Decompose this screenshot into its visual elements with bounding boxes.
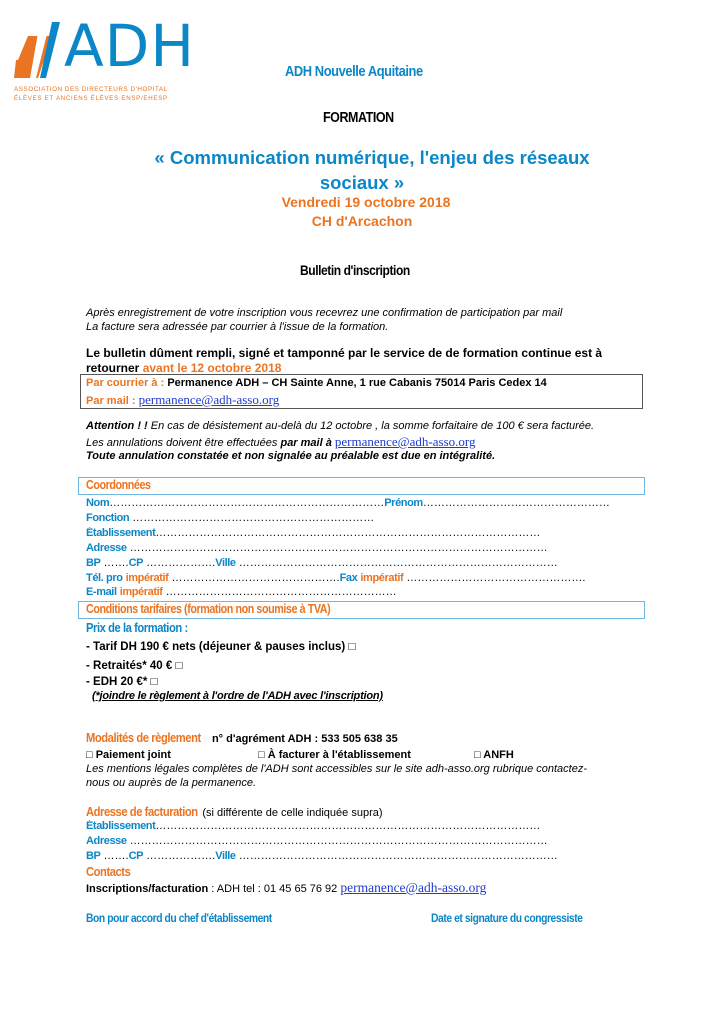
- reglement-option-facturer[interactable]: □ À facturer à l'établissement: [258, 749, 411, 761]
- legal-line-1: Les mentions légales complètes de l'ADH sont accessibles sur le site adh-asso.org rubrique contactez-: [86, 763, 588, 775]
- reglement-option-anfh[interactable]: □ ANFH: [474, 749, 514, 761]
- attention-line-2: Les annulations doivent être effectuées par mail à permanence@adh-asso.org: [86, 434, 476, 449]
- coordonnees-header: Coordonnées: [78, 477, 645, 495]
- field-tel-fax[interactable]: Tél. pro impératif ……………………………………….Fax impératif ………………………………………….: [86, 572, 586, 584]
- intro-line-2: La facture sera adressée par courrier à l'issue de la formation.: [86, 321, 389, 333]
- tarif-item-2[interactable]: - Retraités* 40 € □: [86, 660, 183, 672]
- contacts-mail-link[interactable]: permanence@adh-asso.org: [340, 880, 487, 895]
- fact-field-adresse[interactable]: Adresse ……………………………………………………………………………………………………: [86, 835, 548, 847]
- mail-link[interactable]: permanence@adh-asso.org: [138, 392, 280, 407]
- formation-label: FORMATION: [323, 110, 394, 126]
- logo-text: ADH: [64, 12, 195, 80]
- footer-signature: Date et signature du congressiste: [431, 911, 583, 925]
- tarif-item-3[interactable]: - EDH 20 €* □: [86, 676, 158, 688]
- legal-line-2: nous ou auprès de la permanence.: [86, 777, 257, 789]
- deadline: avant le 12 octobre 2018: [142, 361, 282, 375]
- logo-subtitle-1: ASSOCIATION DES DIRECTEURS D'HOPITAL: [14, 86, 168, 93]
- fact-field-bp-cp-ville[interactable]: BP …….CP ……………….Ville ……………………………………………………………………………: [86, 850, 558, 862]
- contacts-header: Contacts: [86, 864, 131, 879]
- formation-title-2: sociaux »: [319, 172, 405, 193]
- contacts-line: Inscriptions/facturation : ADH tel : 01 45 65 76 92 permanence@adh-asso.org: [86, 880, 487, 895]
- facturation-header-line: Adresse de facturation (si différente de celle indiquée supra): [86, 804, 383, 819]
- return-line-2: retourner avant le 12 octobre 2018: [86, 361, 282, 375]
- prix-label: Prix de la formation :: [86, 620, 188, 635]
- field-nom[interactable]: Nom…………………………………………………………………Prénom……………………………………………: [86, 497, 610, 509]
- reglement-header-line: Modalités de règlement n° d'agrément ADH : 533 505 638 35: [86, 730, 398, 745]
- footer-accord: Bon pour accord du chef d'établissement: [86, 911, 272, 925]
- tarif-item-1[interactable]: - Tarif DH 190 € nets (déjeuner & pauses inclus) □: [86, 641, 356, 653]
- formation-title-1: « Communication numérique, l'enjeu des réseaux: [154, 147, 590, 168]
- field-adresse[interactable]: Adresse ……………………………………………………………………………………………………: [86, 542, 548, 554]
- field-etablissement[interactable]: Établissement……………………………………………………………………………………………: [86, 527, 541, 539]
- courrier-line: Par courrier à : Permanence ADH – CH Sainte Anne, 1 rue Cabanis 75014 Paris Cedex 14: [86, 377, 547, 389]
- fact-field-etablissement[interactable]: Établissement……………………………………………………………………………………………: [86, 820, 541, 832]
- return-line-1: Le bulletin dûment rempli, signé et tamponné par le service de de formation continue est à: [86, 346, 603, 360]
- field-email[interactable]: E-mail impératif ………………………………………………………: [86, 586, 397, 598]
- intro-line-1: Après enregistrement de votre inscription vous recevrez une confirmation de participation par mail: [86, 307, 563, 319]
- address-box: [80, 374, 643, 409]
- field-fonction[interactable]: Fonction …………………………………………………………: [86, 512, 375, 524]
- bulletin-title: Bulletin d'inscription: [300, 262, 410, 278]
- tarif-note: (*joindre le règlement à l'ordre de l'ADH avec l'inscription): [92, 690, 383, 702]
- attention-line-1: Attention ! ! En cas de désistement au-delà du 12 octobre , la somme forfaitaire de 100 € sera facturée.: [86, 420, 595, 432]
- formation-place: CH d'Arcachon: [311, 213, 413, 229]
- region-title: ADH Nouvelle Aquitaine: [285, 63, 423, 80]
- mail-line: Par mail : permanence@adh-asso.org: [86, 392, 280, 407]
- reglement-option-paiement[interactable]: □ Paiement joint: [86, 749, 171, 761]
- annulation-mail-link[interactable]: permanence@adh-asso.org: [334, 434, 476, 449]
- attention-line-3: Toute annulation constatée et non signalée au préalable est due en intégralité.: [86, 450, 496, 462]
- formation-date: Vendredi 19 octobre 2018: [281, 194, 451, 210]
- tarifs-header: Conditions tarifaires (formation non soumise à TVA): [78, 601, 645, 619]
- logo-subtitle-2: ÉLÈVES ET ANCIENS ÉLÈVES ENSP/EHESP: [14, 95, 168, 102]
- field-bp-cp-ville[interactable]: BP …….CP ……………….Ville ……………………………………………………………………………: [86, 557, 558, 569]
- adh-logo: [14, 12, 224, 108]
